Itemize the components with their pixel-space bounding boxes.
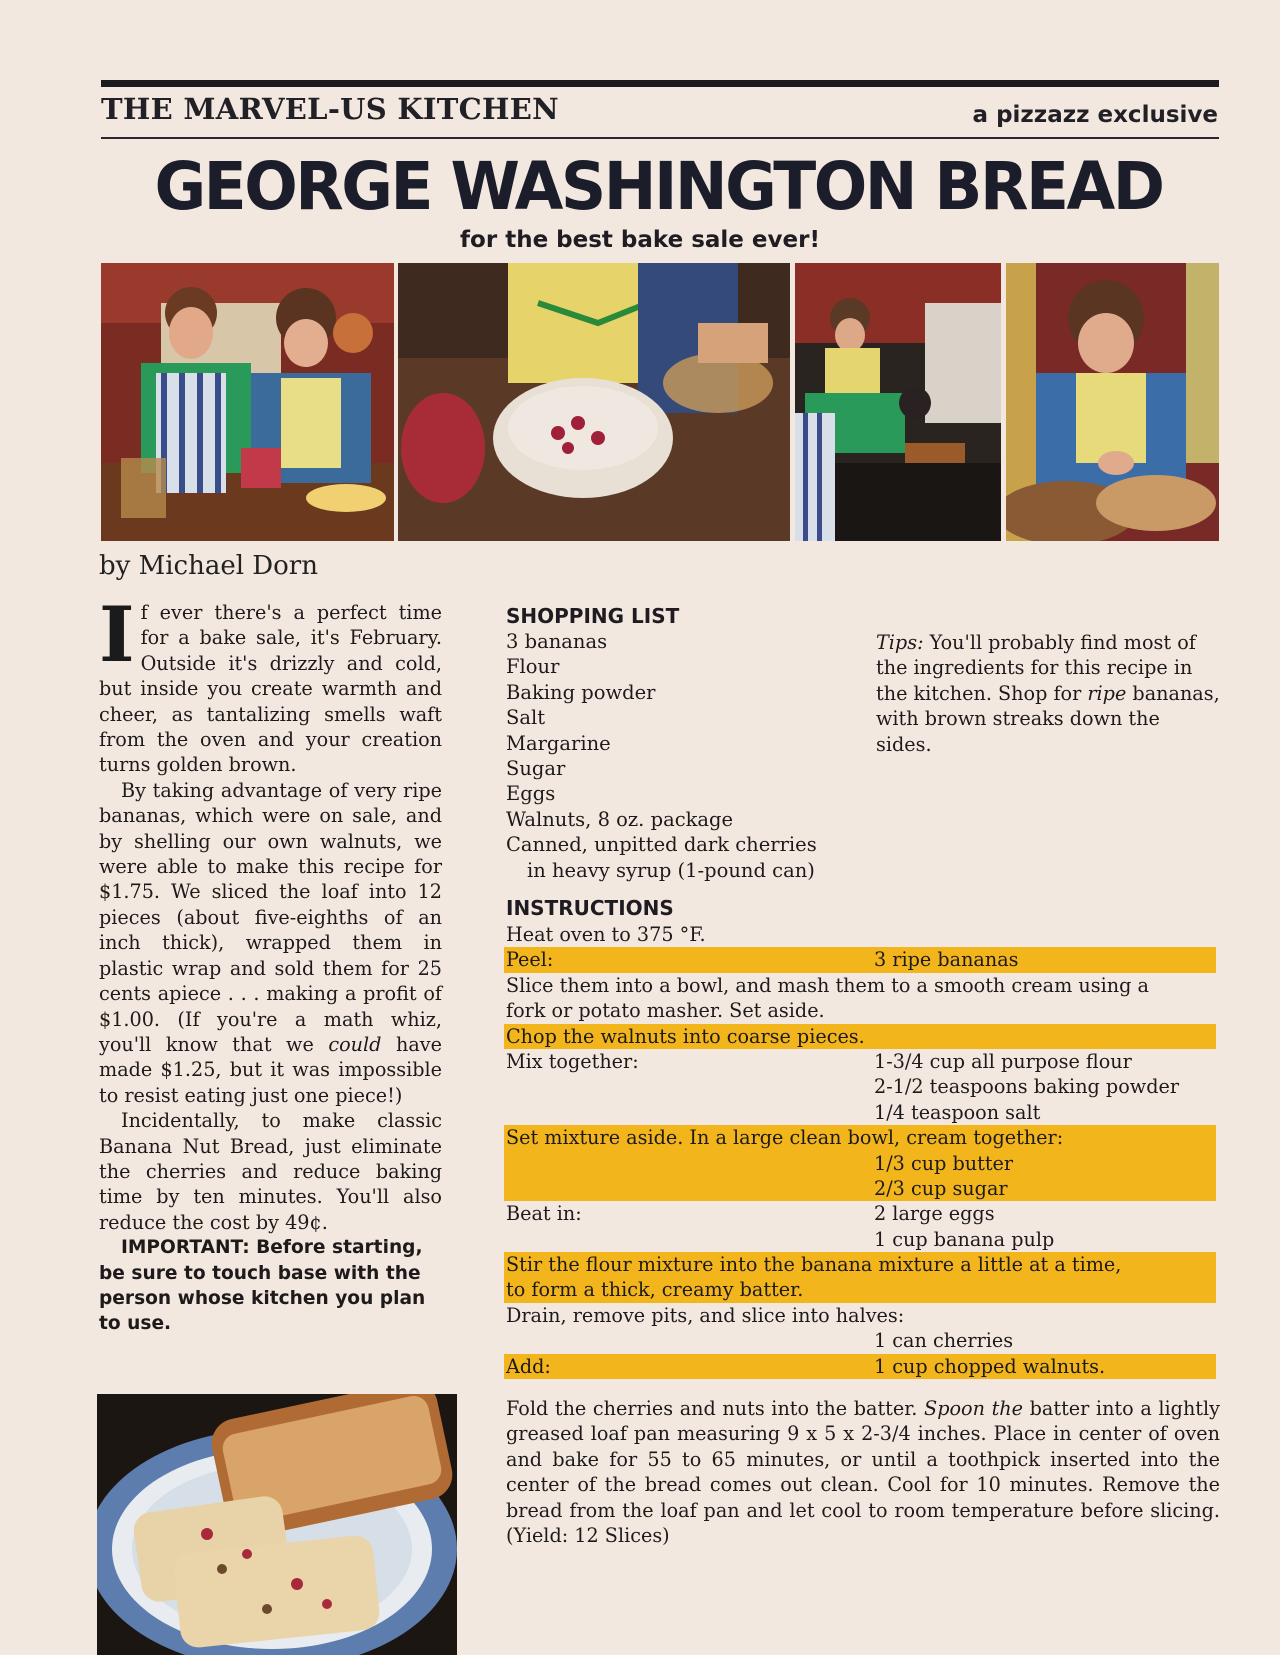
step-slice-line-1: Slice them into a bowl, and mash them to a smooth cream using a — [506, 973, 1149, 997]
list-item: Margarine — [506, 731, 611, 755]
page-subtitle: for the best bake sale ever! — [460, 227, 820, 253]
list-item: 3 bananas — [506, 630, 608, 653]
ingredient-value: 2 large eggs — [874, 1202, 995, 1226]
step-stir-line-2: to form a thick, creamy batter. — [506, 1278, 804, 1302]
photo-two-kids-mixing — [101, 263, 394, 541]
paragraph-intro — [99, 590, 442, 778]
tips-emphasis: ripe — [1087, 681, 1127, 705]
list-item: Eggs — [506, 782, 556, 806]
byline: by Michael Dorn — [99, 551, 318, 581]
list-item: Salt — [506, 706, 546, 730]
step-peel-value: 3 ripe bananas — [874, 948, 1019, 972]
shopping-list-heading: SHOPPING LIST — [506, 604, 680, 628]
step-slice — [504, 973, 1216, 998]
step-add — [504, 1354, 1216, 1379]
step-mix-cont — [504, 1074, 1216, 1099]
ingredient-value: 1-3/4 cup all purpose flour — [874, 1049, 1132, 1073]
step-stir — [504, 1252, 1216, 1277]
paragraph-cost-emphasis: could — [328, 1032, 382, 1056]
list-item: Canned, unpitted dark cherries — [506, 833, 817, 857]
list-item: Sugar — [506, 757, 566, 781]
paragraph-cost — [99, 778, 442, 1108]
step-cream-text: Set mixture aside. In a large clean bowl, cream together: — [506, 1126, 1064, 1150]
ingredient-value: 1/4 teaspoon salt — [874, 1100, 1041, 1124]
ingredient-value: 2/3 cup sugar — [874, 1176, 1008, 1200]
step-cream — [504, 1125, 1216, 1150]
step-heat — [504, 922, 1216, 947]
step-peel-label: Peel: — [506, 948, 554, 972]
final-text-b: batter into a lightly greased loaf pan measuring 9 x 5 x 2-3/4 inches. Place in center of oven and bake for 55 to 65 minutes, or until a toothpick inserted into the center of the bread comes out clean. Cool for 10 minutes. Remove the bread from the loaf pan and let cool to room temperature before slicing. (Yield: 12 Slices) — [506, 1397, 1220, 1548]
instructions-steps — [504, 922, 1216, 1379]
shopping-list — [506, 629, 817, 883]
ingredient-value: 2-1/2 teaspoons baking powder — [874, 1075, 1180, 1099]
step-cream-cont — [504, 1151, 1216, 1176]
page-title: GEORGE WASHINGTON BREAD — [154, 148, 1163, 225]
instructions-heading: INSTRUCTIONS — [506, 896, 674, 920]
step-add-label: Add: — [506, 1354, 551, 1378]
step-peel — [504, 947, 1216, 972]
tips-text-b: bananas, with brown streaks down the sides. — [876, 681, 1220, 756]
ingredient-value: 1 cup chopped walnuts. — [874, 1354, 1106, 1378]
step-chop-text: Chop the walnuts into coarse pieces. — [506, 1024, 865, 1048]
step-mix — [504, 1049, 1216, 1074]
paragraph-intro-text: f ever there's a perfect time for a bake sale, it's February. Outside it's drizzly and cold, but inside you create warmth and cheer, as tantalizing smells waft from the oven and your creation turns golden brown. — [99, 601, 442, 777]
photo-mixing-bowl — [398, 263, 790, 541]
step-mix-cont — [504, 1100, 1216, 1125]
step-drain — [504, 1303, 1216, 1328]
section-title: THE MARVEL-US KITCHEN — [101, 92, 559, 126]
tips-label: Tips: — [876, 631, 924, 654]
step-cream-cont — [504, 1176, 1216, 1201]
header-thick-rule — [101, 80, 1219, 87]
header-thin-rule — [101, 137, 1219, 139]
final-text-a: Fold the cherries and nuts into the batter. — [506, 1397, 925, 1420]
step-heat-text: Heat oven to 375 °F. — [506, 923, 706, 946]
final-emphasis: Spoon the — [924, 1397, 1023, 1420]
ingredient-value: 1 cup banana pulp — [874, 1227, 1055, 1251]
drop-cap: I — [99, 590, 135, 679]
step-chop — [504, 1024, 1216, 1049]
step-slice-cont — [504, 998, 1216, 1023]
paragraph-cost-end: have made $1.25, but it was impossible to resist eating just one piece!) — [99, 1032, 442, 1107]
photo-sliced-bread-plate — [97, 1394, 457, 1655]
article-column — [99, 590, 442, 1337]
step-stir-cont — [504, 1277, 1216, 1302]
list-item: Flour — [506, 655, 560, 679]
step-beat-cont — [504, 1227, 1216, 1252]
step-drain-text: Drain, remove pits, and slice into halves: — [506, 1303, 905, 1327]
important-note: IMPORTANT: Before starting, be sure to touch base with the person whose kitchen you plan to use. — [99, 1237, 426, 1335]
tips-note — [876, 630, 1221, 757]
exclusive-tag: a pizzazz exclusive — [972, 102, 1218, 128]
step-stir-line-1: Stir the flour mixture into the banana mixture a little at a time, — [506, 1253, 1122, 1277]
step-drain-cont — [504, 1328, 1216, 1353]
list-item: Walnuts, 8 oz. package — [506, 807, 734, 831]
photo-baking-oven — [795, 263, 1001, 541]
step-beat — [504, 1201, 1216, 1226]
photo-slicing-bread — [1006, 263, 1219, 541]
paragraph-cost-text: By taking advantage of very ripe bananas, which were on sale, and by shelling our own walnuts, we were able to make this recipe for $1.75. We sliced the loaf into 12 pieces (about five-eighths of an inch thick), wrapped them in plastic wrap and sold them for 25 cents apiece . . . making a profit of $1.00. (If you're a math whiz, you'll know that we — [99, 778, 442, 1056]
step-beat-label: Beat in: — [506, 1202, 582, 1226]
paragraph-variation: Incidentally, to make classic Banana Nut Bread, just eliminate the cherries and reduce baking time by ten minutes. You'll also reduce the cost by 49¢. — [99, 1109, 442, 1234]
step-mix-label: Mix together: — [506, 1049, 639, 1073]
step-slice-line-2: fork or potato masher. Set aside. — [506, 999, 825, 1023]
list-item: Baking powder — [506, 680, 656, 704]
list-item: in heavy syrup (1-pound can) — [527, 858, 815, 882]
ingredient-value: 1 can cherries — [874, 1329, 1014, 1353]
ingredient-value: 1/3 cup butter — [874, 1151, 1014, 1175]
tips-text-a: You'll probably find most of the ingredients for this recipe in the kitchen. Shop for — [876, 631, 1196, 705]
final-directions — [506, 1396, 1220, 1548]
